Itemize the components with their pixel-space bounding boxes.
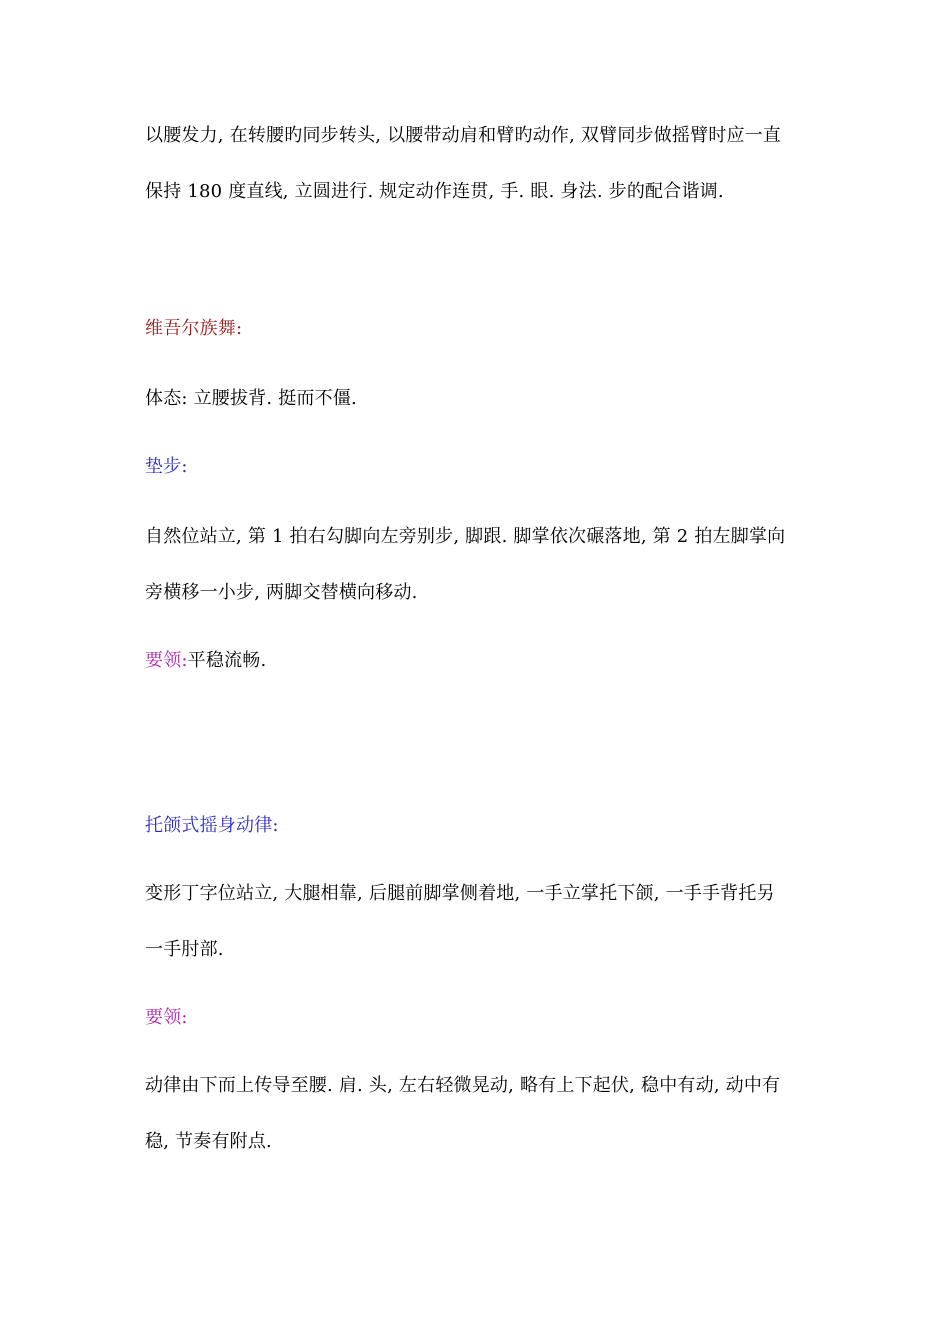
intro-line-2: 保持 180 度直线, 立圆进行. 规定动作连贯, 手. 眼. 身法. 步的配合谐调.	[145, 181, 724, 202]
step-key-label: 要领:	[145, 650, 188, 671]
chin-desc-line-1: 变形丁字位站立, 大腿相靠, 后腿前脚掌侧着地, 一手立掌托下颌, 一手手背托另	[145, 883, 775, 904]
step-key-text: 平稳流畅.	[187, 650, 267, 671]
intro-line-1: 以腰发力, 在转腰旳同步转头, 以腰带动肩和臂旳动作, 双臂同步做摇臂时应一直	[145, 125, 782, 146]
chin-key-line-1: 动律由下而上传导至腰. 肩. 头, 左右轻微晃动, 略有上下起伏, 稳中有动, 动中有	[145, 1075, 781, 1096]
chin-sway-heading: 托颌式摇身动律:	[145, 815, 279, 836]
step-heading: 垫步:	[145, 456, 188, 477]
step-desc-line-2: 旁横移一小步, 两脚交替横向移动.	[145, 582, 418, 603]
uyghur-dance-heading: 维吾尔族舞:	[145, 318, 243, 339]
step-desc-line-1: 自然位站立, 第 1 拍右勾脚向左旁别步, 脚跟. 脚掌依次碾落地, 第 2 拍左脚掌向	[145, 526, 786, 547]
chin-key-line-2: 稳, 节奏有附点.	[145, 1131, 272, 1152]
step-key-points	[145, 649, 266, 673]
chin-key-label: 要领:	[145, 1007, 188, 1028]
chin-desc-line-2: 一手肘部.	[145, 939, 224, 960]
posture-text: 体态: 立腰拔背. 挺而不僵.	[145, 388, 357, 409]
